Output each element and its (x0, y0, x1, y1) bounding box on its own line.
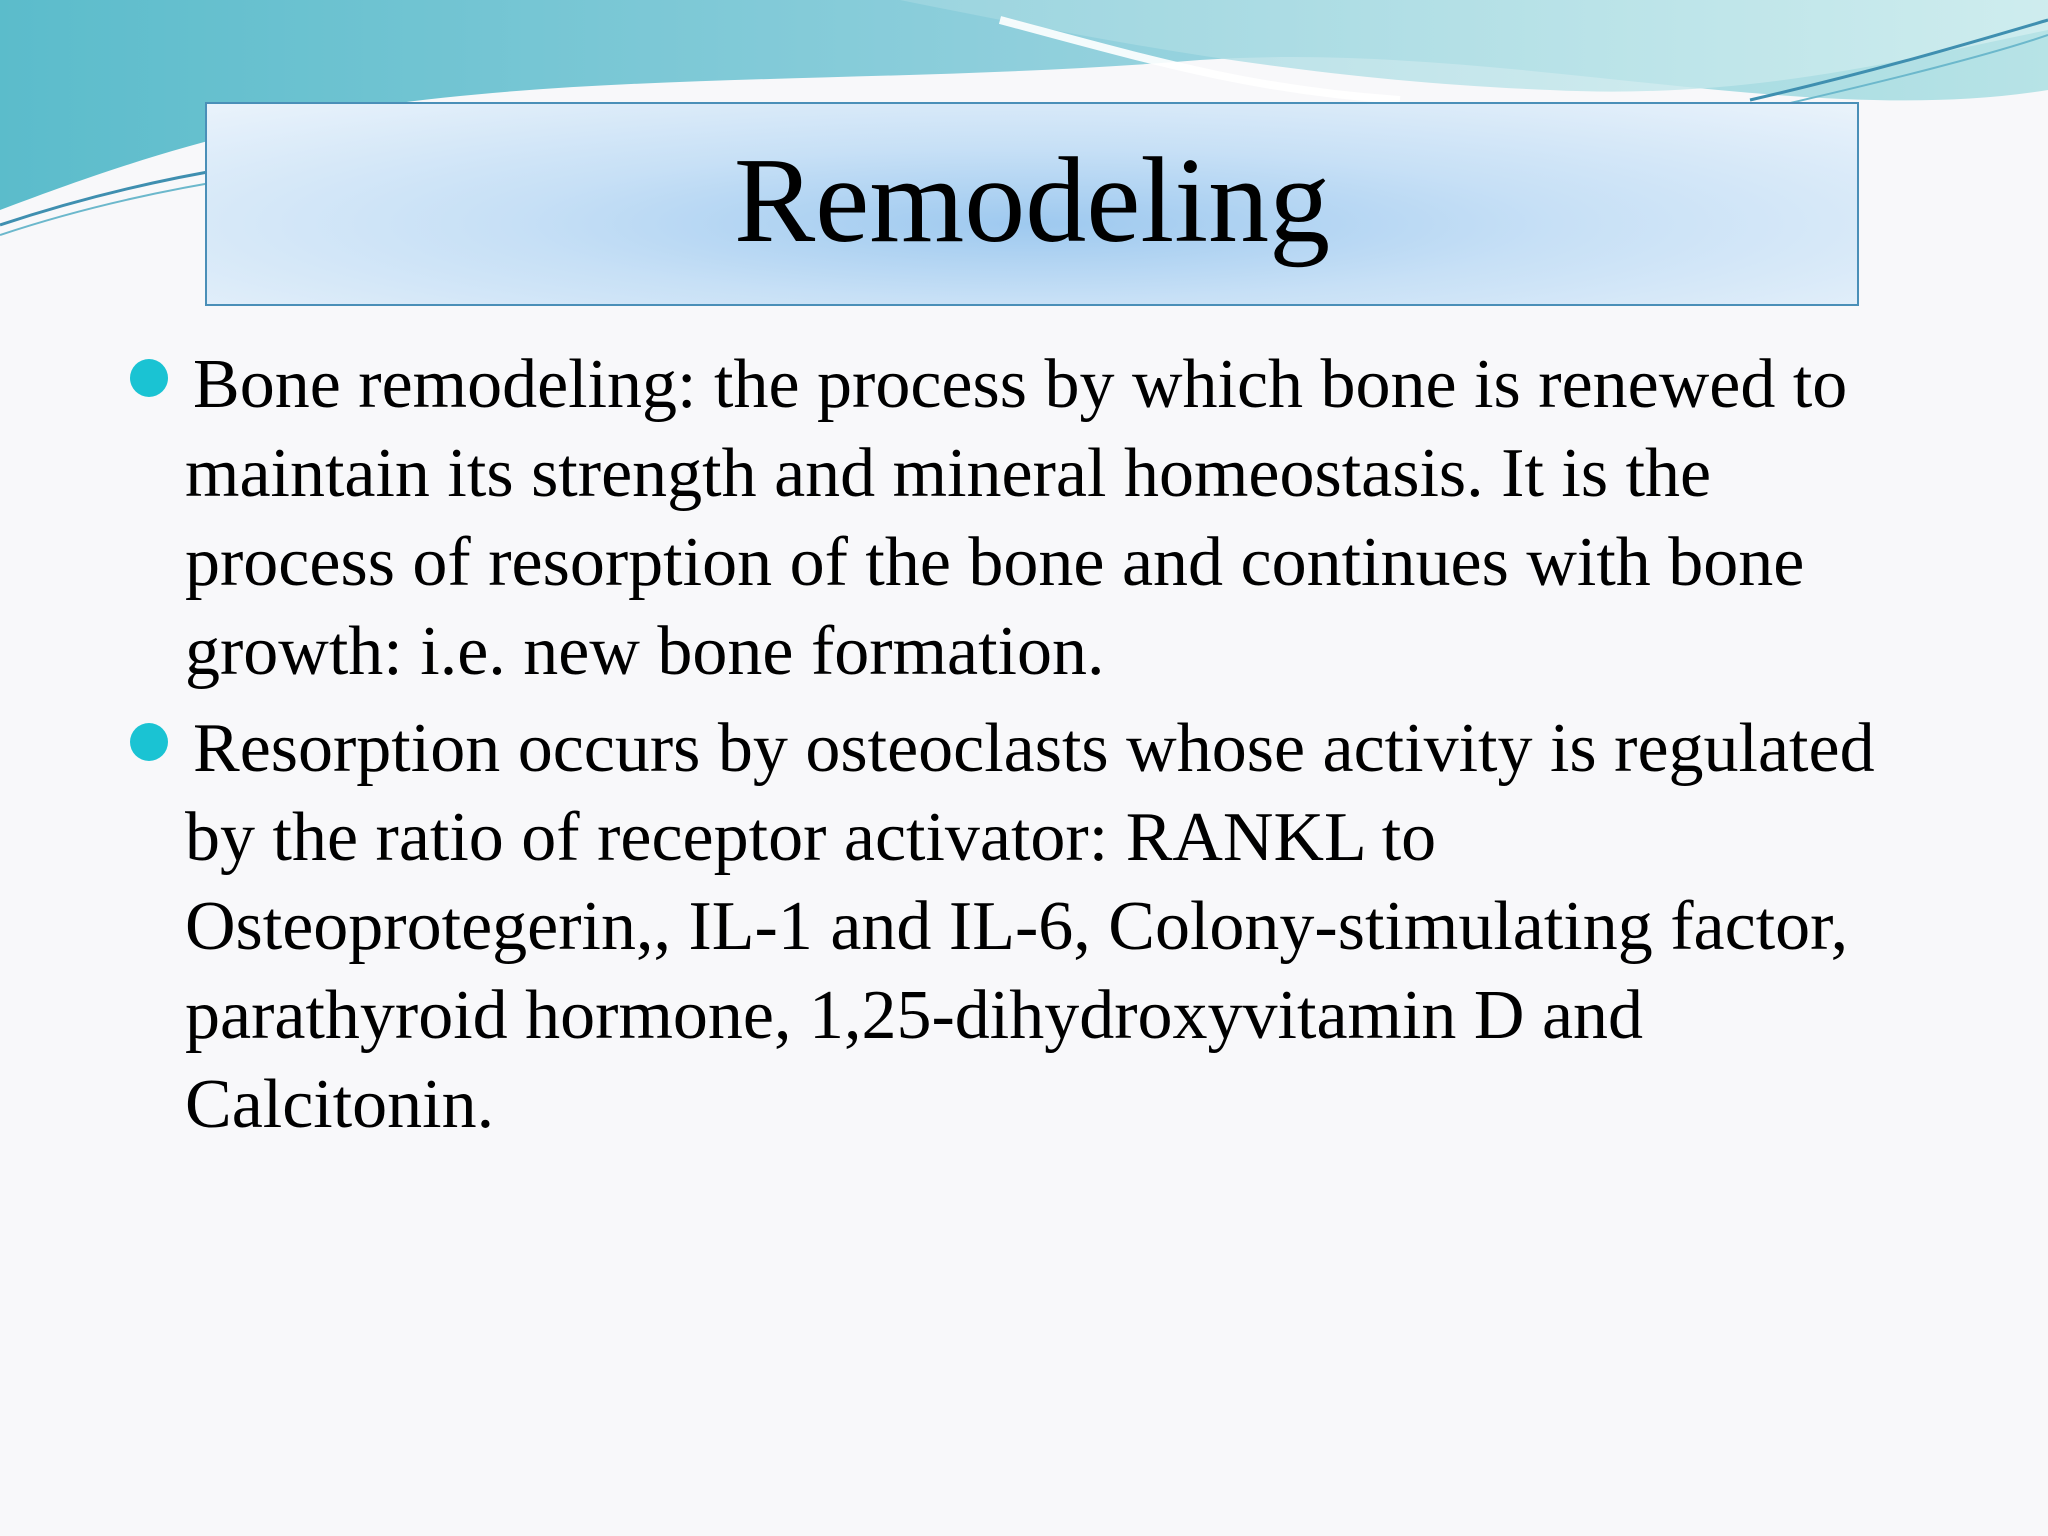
bullet-item-1 (130, 340, 1910, 696)
bullet-item-2 (130, 704, 1910, 1149)
bullet-dot-icon (130, 723, 168, 761)
bullet-text-1: Bone remodeling: the process by which bone is renewed to maintain its strength and mineral homeostasis. It is the process of resorption of the bone and continues with bone growth: i.e. new bone formation. (185, 346, 1848, 690)
bullet-text-2: Resorption occurs by osteoclasts whose activity is regulated by the ratio of receptor activator: RANKL to Osteoprotegerin,, IL-1 and IL-6, Colony-stimulating factor, parathyroid hormone, 1,25-dihydroxyvitamin D and Calcitonin. (185, 710, 1875, 1143)
slide-title: Remodeling (733, 133, 1331, 268)
title-box (205, 102, 1859, 306)
bullet-dot-icon (130, 359, 168, 397)
bullet-list (130, 340, 1910, 1149)
